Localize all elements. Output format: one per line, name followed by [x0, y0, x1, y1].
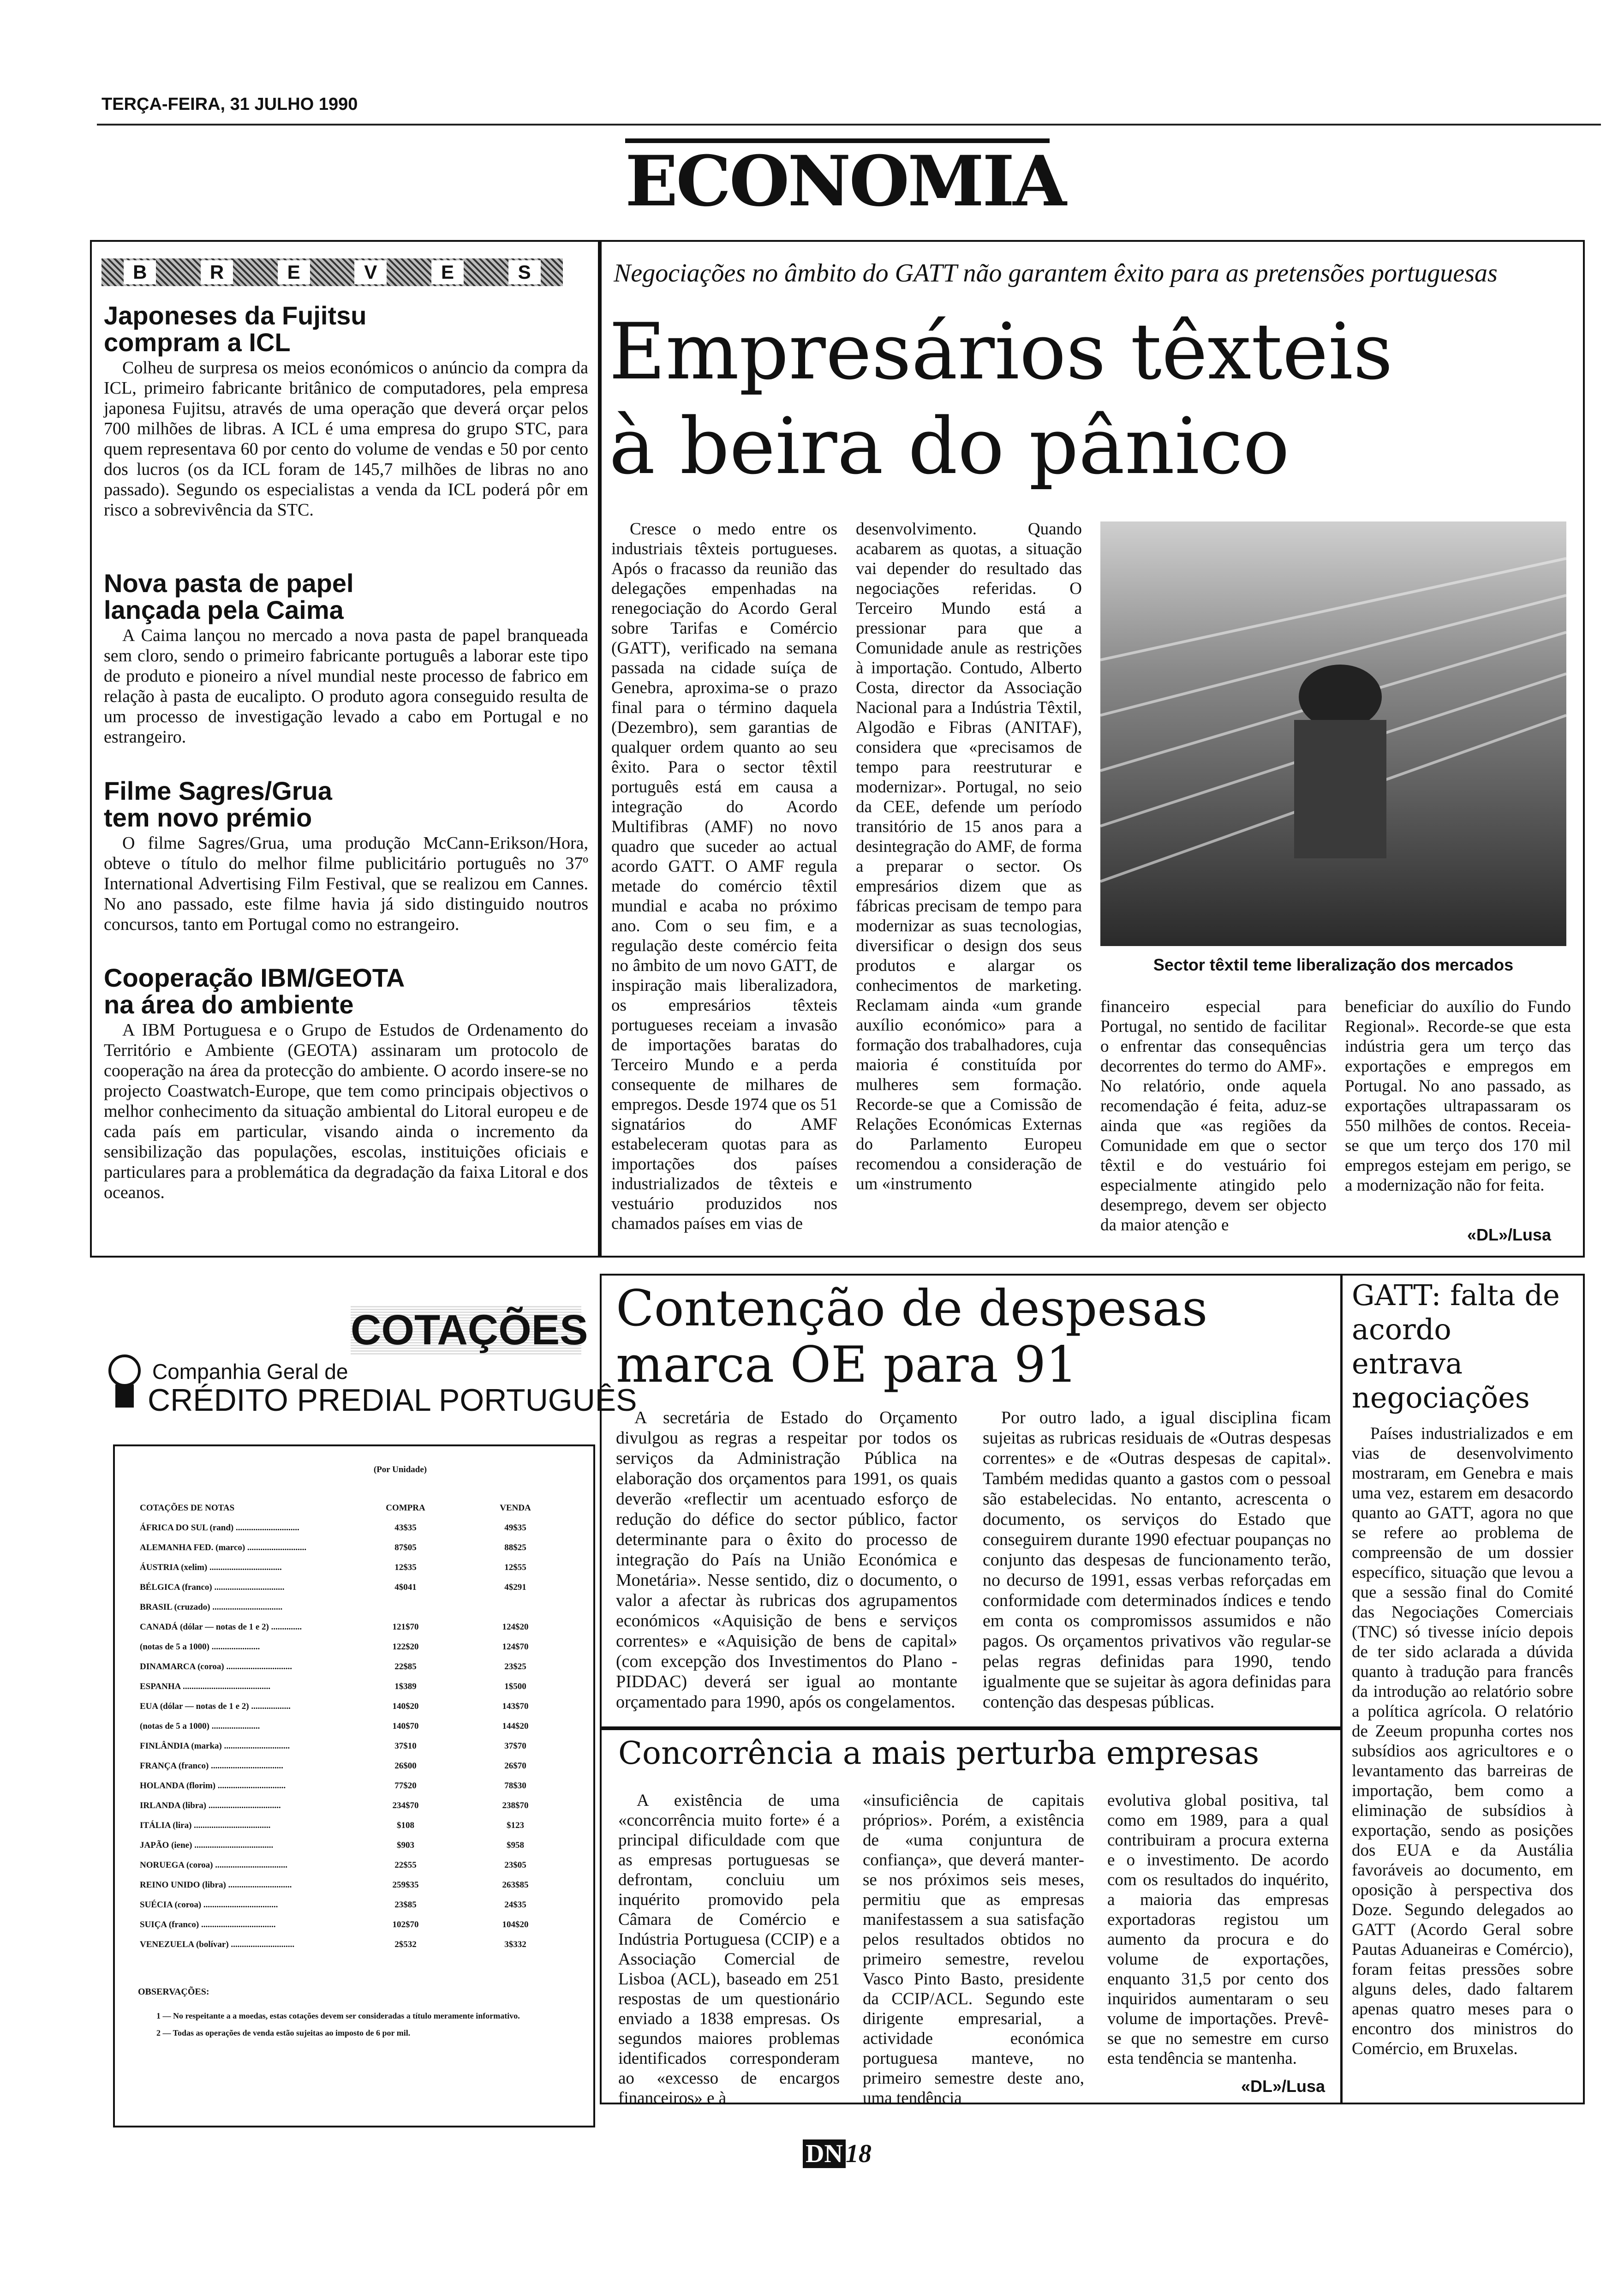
- currency-name: JAPÃO (iene) ....................................: [140, 1840, 274, 1850]
- currency-name: SUÉCIA (coroa) ..................................: [140, 1900, 278, 1910]
- currency-name: NORUEGA (coroa) .................................: [140, 1860, 287, 1870]
- column-text: financeiro especial para Portugal, no sentido de facilitar o enfrentar das consequências decorrentes do termo do AMF». No relatório, onde aquela recomendação é feita, aduz-se ainda que «as regiões da Comunidade em que o sector têxtil e do vestuário foi especialmente atingido pelo desemprego, devem ser objecto da maior atenção e: [1100, 997, 1326, 1234]
- sell-rate: 1$500: [504, 1681, 526, 1691]
- brief-title: compram a ICL: [104, 328, 291, 357]
- buy-rate: 140$70: [392, 1721, 419, 1731]
- currency-name: SUIÇA (franco) ..................................: [140, 1919, 276, 1929]
- gatt-column: [1352, 1424, 1573, 2059]
- buy-rate: 22$55: [394, 1860, 417, 1870]
- headline-line: Empresários têxteis: [609, 306, 1393, 397]
- observation: 1 — No respeitante a a moedas, estas cotações devem ser consideradas a título meramente informativo.: [156, 2011, 520, 2020]
- buy-rate: $903: [397, 1840, 414, 1850]
- sell-rate: $123: [507, 1820, 524, 1830]
- buy-rate: 43$35: [394, 1522, 417, 1533]
- column-text: Por outro lado, a igual disciplina ficam sujeitas as rubricas residuais de «Outras despesas correntes» e de «Outras despesas de capital». Também medidas quanto a gastos com o pessoal são estabelecidas. No entanto, acrescenta o documento, os serviços do Estado que conseguirem durante 1990 efectuar poupanças no conjunto das despesas de funcionamento terão, no decurso de 1991, essas verbas reforçadas em conformidade com determinados índices e tendo em conta os compromissos assumidos e não pagos. Os orçamentos privativos vão regular-se pelas regras definidas para 1990, tendo igualmente que se sujeitar às agora definidas para contenção das despesas públicas.: [983, 1408, 1331, 1712]
- buy-rate: 1$389: [394, 1681, 417, 1691]
- article-column: [1100, 997, 1326, 1235]
- headline-line: à beira do pânico: [609, 401, 1290, 491]
- contencao-column: [983, 1408, 1331, 1712]
- brief-text: Colheu de surpresa os meios económicos o anúncio da compra da ICL, primeiro fabricante britânico de computadores, pela empresa japonesa Fujitsu, através de uma operação que deverá orçar pelos 700 milhões de libras. A ICL é uma empresa do grupo STC, para quem representava 60 por cento do volume de vendas e 50 por cento dos lucros (os da ICL foram de 145,7 milhões de libras no ano passado). Segundo os especialistas a venda da ICL poderá pôr em risco a sobrevivência da STC.: [104, 358, 588, 520]
- brief-title: lançada pela Caima: [104, 595, 344, 624]
- table-row: [138, 1518, 570, 1538]
- table-row: [138, 1597, 570, 1617]
- buy-rate: 234$70: [392, 1800, 419, 1810]
- currency-name: BÉLGICA (franco) ................................: [140, 1582, 285, 1592]
- buy-rate: 121$70: [392, 1622, 419, 1632]
- buy-rate: 140$20: [392, 1701, 419, 1711]
- buy-rate: 12$35: [394, 1562, 417, 1572]
- bank-name-small: Companhia Geral de: [152, 1360, 348, 1384]
- section-title: ECONOMIA: [625, 138, 1050, 217]
- bank-name: CRÉDITO PREDIAL PORTUGUÊS: [148, 1383, 637, 1418]
- article-headline: [609, 305, 1569, 494]
- gatt-headline: GATT: falta de acordo entrava negociações: [1352, 1278, 1560, 1414]
- concorrencia-headline: Concorrência a mais perturba empresas: [618, 1735, 1260, 1772]
- currency-name: CANADÁ (dólar — notas de 1 e 2) ..............: [140, 1622, 302, 1632]
- table-row: [138, 1776, 570, 1796]
- table-row: [138, 1816, 570, 1835]
- currency-name: FRANÇA (franco) .................................: [140, 1761, 283, 1771]
- unit-label: (Por Unidade): [373, 1465, 427, 1474]
- table-row: [138, 1915, 570, 1935]
- sell-rate: 88$25: [504, 1542, 526, 1552]
- currency-name: DINAMARCA (coroa) ..............................: [140, 1661, 293, 1672]
- breves-letter: E: [431, 260, 464, 284]
- concorrencia-column: [1107, 1791, 1329, 2068]
- buy-rate: 259$35: [392, 1880, 419, 1890]
- brief-item: [104, 965, 588, 1203]
- breves-letter: R: [201, 260, 233, 284]
- table-row: [138, 1796, 570, 1816]
- exchange-rate-table: [138, 1498, 570, 1954]
- buy-rate: 87$05: [394, 1542, 417, 1552]
- issue-date: TERÇA-FEIRA, 31 JULHO 1990: [102, 95, 358, 114]
- article-column: [1345, 997, 1571, 1195]
- buy-rate: 37$10: [394, 1741, 417, 1751]
- currency-name: EUA (dólar — notas de 1 e 2) ..................: [140, 1701, 291, 1711]
- brief-title: Cooperação IBM/GEOTA: [104, 963, 405, 992]
- concorrencia-column: [618, 1791, 840, 2108]
- table-row: [138, 1538, 570, 1558]
- table-row: [138, 1756, 570, 1776]
- currency-name: (notas de 5 a 1000) ......................: [140, 1642, 260, 1652]
- table-row: [138, 1637, 570, 1657]
- buy-rate: 102$70: [392, 1919, 419, 1929]
- table-row: [138, 1677, 570, 1696]
- buy-rate: 122$20: [392, 1642, 419, 1652]
- brief-item: [104, 778, 588, 935]
- table-row: [138, 1577, 570, 1597]
- currency-name: ITÁLIA (lira) ...................................: [140, 1820, 271, 1830]
- concorrencia-column: [863, 1791, 1084, 2108]
- bank-logo-icon: [106, 1352, 143, 1408]
- table-row: [138, 1657, 570, 1677]
- sell-rate: $958: [507, 1840, 524, 1850]
- column-text: A secretária de Estado do Orçamento divulgou as regras a respeitar por todos os serviços da Administração Pública na elaboração dos orçamentos para 1991, os quais deverão «reflectir um acentuado esforço de redução do défice do sector público, factor determinante para o êxito do processo de integração do País na União Económica e Monetária». Nesse sentido, diz o documento, o valor a afectar às rubricas dos agrupamentos económicos «Aquisição de bens e serviços correntes» e «Aquisição de bens de capital» (com excepção dos Investimentos do Plano - PIDDAC) deverá ser igual ao montante orçamentado para 1990, após os congelamentos.: [616, 1408, 957, 1712]
- currency-name: IRLANDA (libra) .................................: [140, 1800, 281, 1810]
- table-row: [138, 1558, 570, 1577]
- breves-banner: [102, 258, 563, 286]
- buy-rate: 2$532: [394, 1939, 417, 1949]
- table-header: [138, 1498, 570, 1518]
- sell-rate: [460, 1597, 570, 1617]
- buy-rate: $108: [397, 1820, 414, 1830]
- breves-letter: S: [508, 260, 541, 284]
- buy-rate: 4$041: [394, 1582, 417, 1592]
- table-row: [138, 1835, 570, 1855]
- page-footer: [803, 2139, 872, 2169]
- sell-rate: 23$05: [504, 1860, 526, 1870]
- currency-name: ALEMANHA FED. (marco) ...........................: [140, 1542, 307, 1552]
- currency-name: FINLÂNDIA (marka) ..............................: [140, 1741, 290, 1751]
- brief-item: [104, 570, 588, 747]
- currency-name: HOLANDA (florim) ...............................: [140, 1780, 286, 1791]
- sell-rate: 263$85: [502, 1880, 529, 1890]
- table-row: [138, 1935, 570, 1954]
- sell-rate: 26$70: [504, 1761, 526, 1771]
- buy-rate: [351, 1597, 460, 1617]
- table-row: [138, 1696, 570, 1716]
- article-kicker: Negociações no âmbito do GATT não garantem êxito para as pretensões portuguesas: [614, 259, 1498, 288]
- sell-rate: 24$35: [504, 1900, 526, 1910]
- sell-rate: 49$35: [504, 1522, 526, 1533]
- brief-title: Filme Sagres/Grua: [104, 776, 332, 805]
- buy-rate: 23$85: [394, 1900, 417, 1910]
- brief-title: na área do ambiente: [104, 990, 354, 1019]
- buy-rate: 22$85: [394, 1661, 417, 1672]
- column-header: COMPRA: [386, 1503, 425, 1513]
- brief-item: [104, 302, 588, 520]
- headline-line: Contenção de despesas: [616, 1280, 1208, 1337]
- cotacoes-title: COTAÇÕES: [351, 1306, 588, 1354]
- currency-name: ÁUSTRIA (xelim) .................................: [140, 1562, 282, 1572]
- brief-text: A Caima lançou no mercado a nova pasta de papel branqueada sem cloro, sendo o primeiro fabricante português a laborar este tipo de produto e pioneiro a nível mundial neste processo de fabrico em relação à pasta de eucalipto. O produto agora conseguido resulta de um processo de investigação levado a cabo em Portugal e no estrangeiro.: [104, 626, 588, 747]
- brief-text: O filme Sagres/Grua, uma produção McCann-Erikson/Hora, obteve o título do melhor filme publicitário português no 37º International Advertising Film Festival, que se realizou em Cannes. No ano passado, este filme havia já sido distinguido noutros concursos, tanto em Portugal como no estrangeiro.: [104, 833, 588, 934]
- sell-rate: 23$25: [504, 1661, 526, 1672]
- currency-name: REINO UNIDO (libra) .............................: [140, 1880, 292, 1890]
- currency-name: (notas de 5 a 1000) ......................: [140, 1721, 260, 1731]
- photo-caption: Sector têxtil teme liberalização dos mercados: [1153, 955, 1514, 974]
- currency-name: ESPANHA ........................................: [140, 1681, 271, 1691]
- column-header: COTAÇÕES DE NOTAS: [140, 1503, 235, 1513]
- sell-rate: 124$70: [502, 1642, 529, 1652]
- cotacoes-table-box: [113, 1444, 595, 2127]
- breves-letter: E: [278, 260, 310, 284]
- newspaper-logo: DN: [803, 2139, 846, 2168]
- header-rule: [97, 124, 1601, 126]
- buy-rate: 77$20: [394, 1780, 417, 1791]
- article-signature: «DL»/Lusa: [1467, 1225, 1552, 1244]
- sell-rate: 12$55: [504, 1562, 526, 1572]
- headline-line: marca OE para 91: [616, 1336, 1078, 1394]
- table-row: [138, 1875, 570, 1895]
- sell-rate: 78$30: [504, 1780, 526, 1791]
- column-text: beneficiar do auxílio do Fundo Regional». Recorde-se que esta indústria gera um terço das exportações e empregos em Portugal. No ano passado, as exportações ultrapassaram os 550 milhões de contos. Receia-se que um terço dos 170 mil empregos estejam em perigo, se a modernização não for feita.: [1345, 997, 1571, 1195]
- contencao-headline: [616, 1281, 1336, 1393]
- column-text: Cresce o medo entre os industriais têxteis portugueses. Após o fracasso da reunião das delegações empenhadas na renegociação do Acordo Geral sobre Tarifas e Comércio (GATT), verificado na semana passada na cidade suíça de Genebra, aproxima-se o prazo final para o término daquela (Dezembro), sem garantias de qualquer ordem quanto ao seu êxito. Para o sector têxtil português está em causa a integração do Acordo Multifibras (AMF) no novo quadro que suceder ao actual acordo GATT. O AMF regula metade do comércio têxtil mundial e acaba no próximo ano. Com o seu fim, e a regulação deste comércio feita no âmbito de um novo GATT, de inspiração mais liberalizadora, os empresários têxteis portugueses receiam a invasão de importações baratas do Terceiro Mundo e a perda consequente de milhares de empregos. Desde 1974 que os 51 signatários do AMF estabeleceram quotas para as importações dos países industrializados de têxteis e vestuário produzidos nos chamados países em vias de: [611, 520, 837, 1233]
- column-header: VENDA: [500, 1503, 531, 1513]
- column-text: A existência de uma «concorrência muito forte» é a principal dificuldade com que as empresas portuguesas se defrontam, concluiu um inquérito promovido pela Câmara de Comércio e Indústria Portuguesa (CCIP) e a Associação Comercial de Lisboa (ACL), baseado em 251 respostas de um questionário enviado a 1838 empresas. Os segundos maiores problemas identificados corresponderam ao «excesso de encargos financeiros» e à: [618, 1791, 840, 2108]
- sell-rate: 144$20: [502, 1721, 529, 1731]
- currency-name: ÁFRICA DO SUL (rand) .............................: [140, 1522, 299, 1533]
- sell-rate: 3$332: [504, 1939, 526, 1949]
- textile-factory-photo: [1100, 521, 1566, 946]
- table-row: [138, 1716, 570, 1736]
- sell-rate: 104$20: [502, 1919, 529, 1929]
- brief-text: A IBM Portuguesa e o Grupo de Estudos de Ordenamento do Território e Ambiente (GEOTA) assinaram um protocolo de cooperação na área da protecção do ambiente. O acordo insere-se no projecto Coastwatch-Europe, que tem como principais objectivos o melhor conhecimento da situação ambiental do Litoral europeu e de cada país em particular, visando ainda o incremento da sensibilização das populações, escolas, instituições oficiais e particulares para a problemática da degradação da faixa Litoral e dos oceanos.: [104, 1020, 588, 1202]
- table-row: [138, 1895, 570, 1915]
- table-row: [138, 1736, 570, 1756]
- column-text: «insuficiência de capitais próprios». Porém, a existência de «uma conjuntura de confiança», que deverá manter-se nos próximos seis meses, permitiu que as empresas manifestassem a sua satisfação pelos resultados obtidos no primeiro semestre, revelou Vasco Pinto Basto, presidente da CCIP/ACL. Segundo este dirigente empresarial, a actividade económica portuguesa manteve, no primeiro semestre deste ano, uma tendência: [863, 1791, 1084, 2108]
- sell-rate: 238$70: [502, 1800, 529, 1810]
- page-number: 18: [845, 2139, 872, 2168]
- column-text: desenvolvimento. Quando acabarem as quotas, a situação vai depender do resultado das negociações referidas. O Terceiro Mundo está a pressionar para que a Comunidade anule as restrições à importação. Contudo, Alberto Costa, director da Associação Nacional para a Indústria Têxtil, Algodão e Fibras (ANITAF), considera que «precisamos de tempo para reestruturar e modernizar». Portugal, no seio da CEE, defende um período transitório de 15 anos para a desintegração do AMF, de forma a preparar o sector. Os empresários dizem que as fábricas precisam de tempo para modernizar as suas tecnologias, diversificar o design dos seus produtos e alargar os conhecimentos de marketing. Reclamam ainda «um grande auxílio económico» para a formação dos trabalhadores, cuja maioria é constituída por mulheres sem formação. Recorde-se que a Comissão de Relações Económicas Externas do Parlamento Europeu recomendou a consideração de um «instrumento: [856, 520, 1082, 1193]
- currency-name: VENEZUELA (bolívar) .............................: [140, 1939, 295, 1949]
- article-signature: «DL»/Lusa: [1241, 2077, 1325, 2096]
- brief-title: tem novo prémio: [104, 803, 312, 832]
- article-column: [856, 519, 1082, 1194]
- breves-letter: B: [124, 260, 156, 284]
- factory-illustration: [1100, 521, 1566, 946]
- observations-title: OBSERVAÇÕES:: [138, 1987, 209, 1997]
- currency-name: BRASIL (cruzado) ................................: [140, 1602, 283, 1612]
- contencao-column: [616, 1408, 957, 1712]
- breves-letter: V: [354, 260, 387, 284]
- observation: 2 — Todas as operações de venda estão sujeitas ao imposto de 6 por mil.: [156, 2028, 411, 2037]
- article-column: [611, 519, 837, 1234]
- buy-rate: 26$00: [394, 1761, 417, 1771]
- brief-title: Japoneses da Fujitsu: [104, 301, 367, 330]
- brief-title: Nova pasta de papel: [104, 569, 354, 598]
- sell-rate: 143$70: [502, 1701, 529, 1711]
- table-row: [138, 1617, 570, 1637]
- sell-rate: 37$70: [504, 1741, 526, 1751]
- sell-rate: 4$291: [504, 1582, 526, 1592]
- column-text: evolutiva global positiva, tal como em 1989, para a qual contribuiram a procura externa e o investimento. De acordo com os resultados do inquérito, a maioria das empresas exportadoras registou um aumento da procura e do volume de exportações, enquanto 31,5 por cento dos inquiridos aumentaram o seu volume de importações. Prevê-se que no semestre em curso esta tendência se mantenha.: [1107, 1791, 1329, 2068]
- table-row: [138, 1855, 570, 1875]
- column-text: Países industrializados e em vias de desenvolvimento mostraram, em Genebra e mais uma vez, estarem em desacordo quanto ao GATT, agora no que se refere ao problema de compreensão de um dossier específico, situação que levou a que a sessão final do Comité das Negociações Comerciais (TNC) só tivesse início depois de ter sido aclarada a dúvida quanto à tradução para francês da introdução ao relatório sobre a política agrícola. O relatório de Zeeum propunha cortes nos subsídios aos agricultores e o levantamento das barreiras de importação, bem como a eliminação de subsídios à exportação, sendo as posições dos EUA e da Austália favoráveis ao documento, em oposição à perspectiva dos Doze. Segundo delegados ao GATT (Acordo Geral sobre Pautas Aduaneiras e Comércio), foram feitas pressões sobre alguns deles, dado faltarem apenas quatro meses para o encontro dos ministros do Comércio, em Bruxelas.: [1352, 1424, 1573, 2058]
- sell-rate: 124$20: [502, 1622, 529, 1632]
